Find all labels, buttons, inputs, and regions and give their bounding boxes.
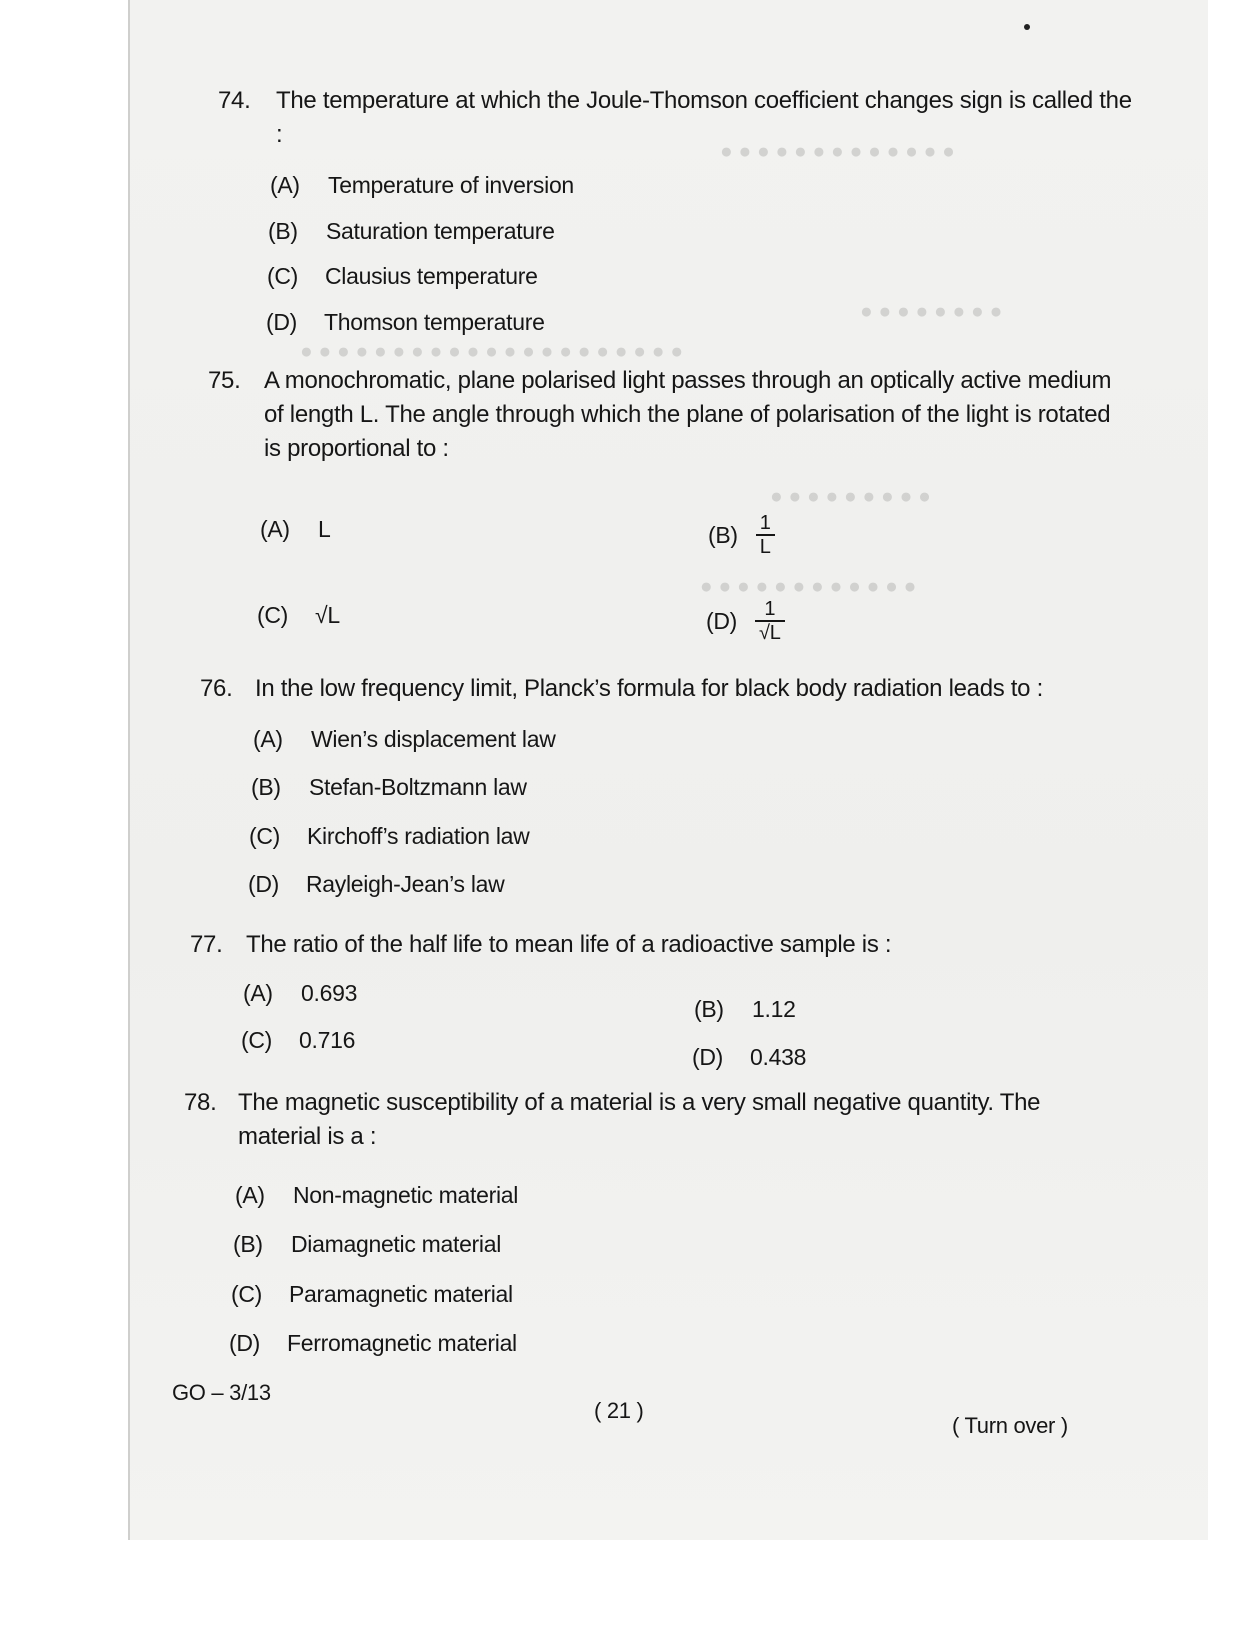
option-74-b <box>268 218 555 245</box>
fraction <box>755 598 785 644</box>
option-76-d <box>248 871 504 898</box>
option-78-c <box>231 1281 513 1308</box>
question-number: 75. <box>208 367 241 394</box>
option-label: (A) <box>260 516 290 542</box>
option-75-a <box>260 516 331 543</box>
option-label: (B) <box>251 774 281 800</box>
option-text: 1.12 <box>752 996 796 1022</box>
option-text: Saturation temperature <box>326 218 555 244</box>
option-label: (A) <box>270 172 300 198</box>
question-78 <box>184 1086 1124 1158</box>
option-label: (D) <box>706 607 738 634</box>
show-through-text: ● ● ● ● ● ● ● ● ● ● ● ● ● ● ● ● ● ● ● ● ● <box>300 340 684 363</box>
option-text: Non-magnetic material <box>293 1182 519 1208</box>
option-76-a <box>253 726 556 753</box>
question-number: 78. <box>184 1089 217 1116</box>
option-text: √L <box>315 602 340 628</box>
option-label: (C) <box>257 602 289 628</box>
option-label: (C) <box>249 823 281 849</box>
option-label: (A) <box>253 726 283 752</box>
question-number: 77. <box>190 931 223 958</box>
option-label: (C) <box>267 263 299 289</box>
option-text: 0.716 <box>299 1027 356 1053</box>
option-78-a <box>235 1182 518 1209</box>
question-number: 76. <box>200 675 233 702</box>
option-text: Thomson temperature <box>324 309 545 335</box>
option-label: (C) <box>231 1281 263 1307</box>
question-text: The magnetic susceptibility of a material is a very small negative quantity. The material is a : <box>238 1089 1041 1150</box>
option-75-b <box>708 512 775 558</box>
turn-over-note: ( Turn over ) <box>952 1413 1068 1438</box>
speck-mark <box>1024 24 1030 30</box>
option-label: (D) <box>692 1044 724 1070</box>
option-label: (B) <box>708 521 738 548</box>
option-text: Ferromagnetic material <box>287 1330 517 1356</box>
option-78-b <box>233 1231 501 1258</box>
option-label: (A) <box>243 980 273 1006</box>
option-label: (B) <box>233 1231 263 1257</box>
option-77-a <box>243 980 357 1007</box>
option-77-b <box>694 996 796 1023</box>
show-through-text: ● ● ● ● ● ● ● ● <box>860 300 1003 323</box>
option-77-d <box>692 1044 806 1071</box>
option-text: Wien’s displacement law <box>311 726 556 752</box>
question-text: A monochromatic, plane polarised light passes through an optically active medium of length L. The angle through which the plane of polarisation of the light is rotated is proportional to : <box>264 367 1112 462</box>
option-label: (B) <box>694 996 724 1022</box>
option-text: Paramagnetic material <box>289 1281 513 1307</box>
show-through-text: ● ● ● ● ● ● ● ● ● ● ● ● ● <box>720 140 955 163</box>
option-text: Temperature of inversion <box>328 172 574 198</box>
option-78-d <box>229 1330 517 1357</box>
option-76-b <box>251 774 527 801</box>
option-label: (D) <box>266 309 298 335</box>
question-75 <box>208 364 1128 474</box>
question-text: In the low frequency limit, Planck’s formula for black body radiation leads to : <box>255 675 1043 702</box>
question-number: 74. <box>218 87 251 114</box>
option-label: (D) <box>248 871 280 897</box>
question-text: The ratio of the half life to mean life of a radioactive sample is : <box>246 931 892 958</box>
option-77-c <box>241 1027 355 1054</box>
option-label: (B) <box>268 218 298 244</box>
option-text: Clausius temperature <box>325 263 538 289</box>
question-76 <box>200 672 1130 712</box>
option-text: L <box>318 516 331 542</box>
option-75-c <box>257 602 340 629</box>
option-text: 0.693 <box>301 980 358 1006</box>
paper-edge <box>128 0 130 1540</box>
fraction <box>756 512 775 558</box>
question-text: The temperature at which the Joule-Thomson coefficient changes sign is called the : <box>276 87 1132 148</box>
option-text: 0.438 <box>750 1044 807 1070</box>
option-label: (C) <box>241 1027 273 1053</box>
option-text: Stefan-Boltzmann law <box>309 774 527 800</box>
fraction-numerator: 1 <box>759 512 771 534</box>
option-76-c <box>249 823 530 850</box>
fraction-denominator: √L <box>755 620 785 644</box>
paper-code: GO – 3/13 <box>172 1380 271 1405</box>
option-74-c <box>267 263 538 290</box>
fraction-numerator: 1 <box>764 598 776 620</box>
show-through-text: ● ● ● ● ● ● ● ● ● ● ● ● <box>700 575 917 598</box>
fraction-denominator: L <box>756 534 775 558</box>
option-text: Diamagnetic material <box>291 1231 502 1257</box>
page-number: ( 21 ) <box>594 1398 644 1423</box>
question-74 <box>218 84 1138 148</box>
option-label: (A) <box>235 1182 265 1208</box>
option-text: Rayleigh-Jean’s law <box>306 871 505 897</box>
option-74-a <box>270 172 574 199</box>
option-text: Kirchoff’s radiation law <box>307 823 530 849</box>
show-through-text: ● ● ● ● ● ● ● ● ● <box>770 485 931 508</box>
option-label: (D) <box>229 1330 261 1356</box>
option-74-d <box>266 309 545 336</box>
question-77 <box>190 928 1120 968</box>
option-75-d <box>706 598 785 644</box>
